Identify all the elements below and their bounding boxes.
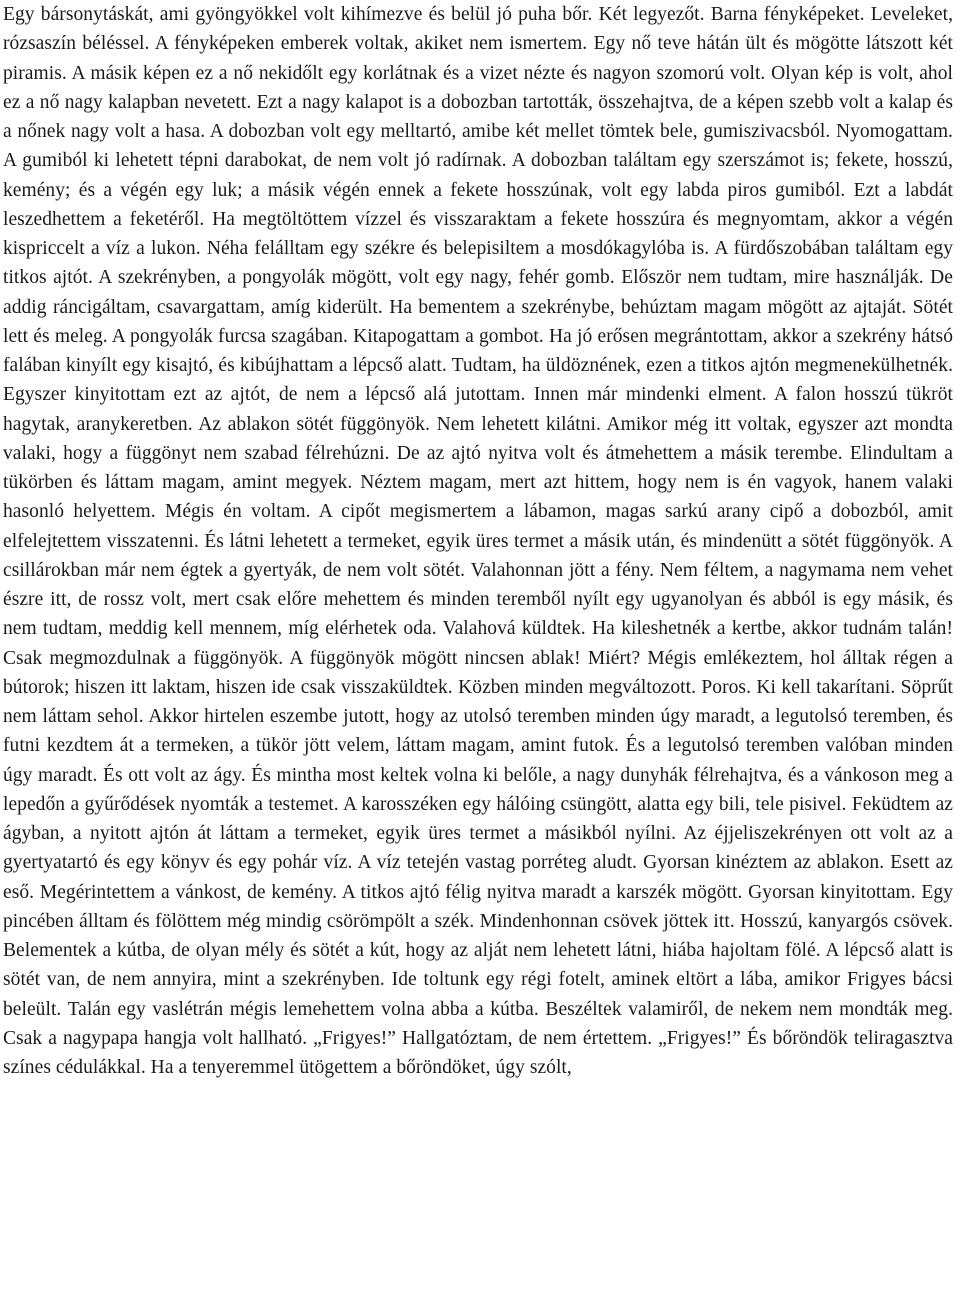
body-paragraph: Egy bársonytáskát, ami gyöngyökkel volt kihímezve és belül jó puha bőr. Két legyezőt. Barna fényképeket. Leveleket, rózsaszín béléssel. A fényképeken emberek voltak, akiket nem ismertem. Egy nő teve hátán ült és mögötte látszott két piramis. A másik képen ez a nő nekidőlt egy korlátnak és a vizet nézte és nagyon szomorú volt. Olyan kép is volt, ahol ez a nő nagy kalapban nevetett. Ezt a nagy kalapot is a dobozban tartották, összehajtva, de a képen szebb volt a kalap és a nőnek nagy volt a hasa. A dobozban volt egy melltartó, amibe két mellet tömtek bele, gumiszivacsból. Nyomogattam. A gumiból ki lehetett tépni darabokat, de nem volt jó radírnak. A dobozban találtam egy szerszámot is; fekete, hosszú, kemény; és a végén egy luk; a másik végén ennek a fekete hosszúnak, volt egy labda piros gumiból. Ezt a labdát leszedhettem a feketéről. Ha megtöltöttem vízzel és visszaraktam a fekete hosszúra és megnyomtam, akkor a végén kispriccelt a víz a lukon. Néha felálltam egy székre és belepisiltem a mosdókagylóba is. A fürdőszobában találtam egy titkos ajtót. A szekrényben, a pongyolák mögött, volt egy nagy, fehér gomb. Először nem tudtam, mire használják. De addig ráncigáltam, csavargattam, amíg kiderült. Ha bementem a szekrénybe, behúztam magam mögött az ajtaját. Sötét lett és meleg. A pongyolák furcsa szagában. Kitapogattam a gombot. Ha jó erősen megrántottam, akkor a szekrény hátsó falában kinyílt egy kisajtó, és kibújhattam a lépcső alatt. Tudtam, ha üldöznének, ezen a titkos ajtón megmenekülhetnék. Egyszer kinyitottam ezt az ajtót, de nem a lépcső alá jutottam. Innen már mindenki elment. A falon hosszú tükröt hagytak, aranykeretben. Az ablakon sötét függönyök. Nem lehetett kilátni. Amikor még itt voltak, egyszer azt mondta valaki, hogy a függönyt nem szabad félrehúzni. De az ajtó nyitva volt és átmehettem a másik terembe. Elindultam a tükörben és láttam magam, amint megyek. Néztem magam, mert azt hittem, hogy nem is én vagyok, hanem valaki hasonló helyettem. Mégis én voltam. A cipőt megismertem a lábamon, magas sarkú arany cipő a dobozból, amit elfelejtettem visszatenni. És látni lehetett a termeket, egyik üres termet a másik után, és mindenütt a sötét függönyök. A csillárokban már nem égtek a gyertyák, de nem volt sötét. Valahonnan jött a fény. Nem féltem, a nagymama nem vehet észre itt, de rossz volt, mert csak előre mehettem és minden teremből nyílt egy ugyanolyan és abból is egy másik, és nem tudtam, meddig kell mennem, míg elérhetek oda. Valahová küldtek. Ha kileshetnék a kertbe, akkor tudnám talán! Csak megmozdulnak a függönyök. A függönyök mögött nincsen ablak! Miért? Mégis emlékeztem, hol álltak régen a bútorok; hiszen itt laktam, hiszen ide csak visszaküldtek. Közben minden megváltozott. Poros. Ki kell takarítani. Söprűt nem láttam sehol. Akkor hirtelen eszembe jutott, hogy az utolsó teremben minden úgy maradt, a legutolsó teremben, és futni kezdtem át a termeken, a tükör jött velem, láttam magam, amint futok. És a legutolsó teremben valóban minden úgy maradt. És ott volt az ágy. És mintha most keltek volna ki belőle, a nagy dunyhák félrehajtva, és a vánkoson meg a lepedőn a gyűrődések nyomták a testemet. A karosszéken egy hálóing csüngött, alatta egy bili, tele pisivel. Feküdtem az ágyban, a nyitott ajtón át láttam a termeket, egyik üres termet a másikból nyílni. Az éjjeliszekrényen ott volt az a gyertyatartó és egy könyv és egy pohár víz. A víz tetején vastag porréteg aludt. Gyorsan kinéztem az ablakon. Esett az eső. Megérintettem a vánkost, de kemény. A titkos ajtó félig nyitva maradt a karszék mögött. Gyorsan kinyitottam. Egy pincében álltam és fölöttem még mindig csörömpölt a szék. Mindenhonnan csövek jöttek itt. Hosszú, kanyargós csövek. Belementek a kútba, de olyan mély és sötét a kút, hogy az alját nem lehetett látni, hiába hajoltam fölé. A lépcső alatt is sötét van, de nem annyira, mint a szekrényben. Ide toltunk egy régi fotelt, aminek eltört a lába, amikor Frigyes bácsi beleült. Talán egy vaslétrán mégis lemehettem volna abba a kútba. Beszéltek valamiről, de nekem nem mondták meg. Csak a nagypapa hangja volt hallható. „Frigyes!” Hallgatóztam, de nem értettem. „Frigyes!” És bőröndök teliragasztva színes cédulákkal. Ha a tenyeremmel ütögettem a bőröndöket, úgy szólt, xyxy=(3,4,953,1078)
